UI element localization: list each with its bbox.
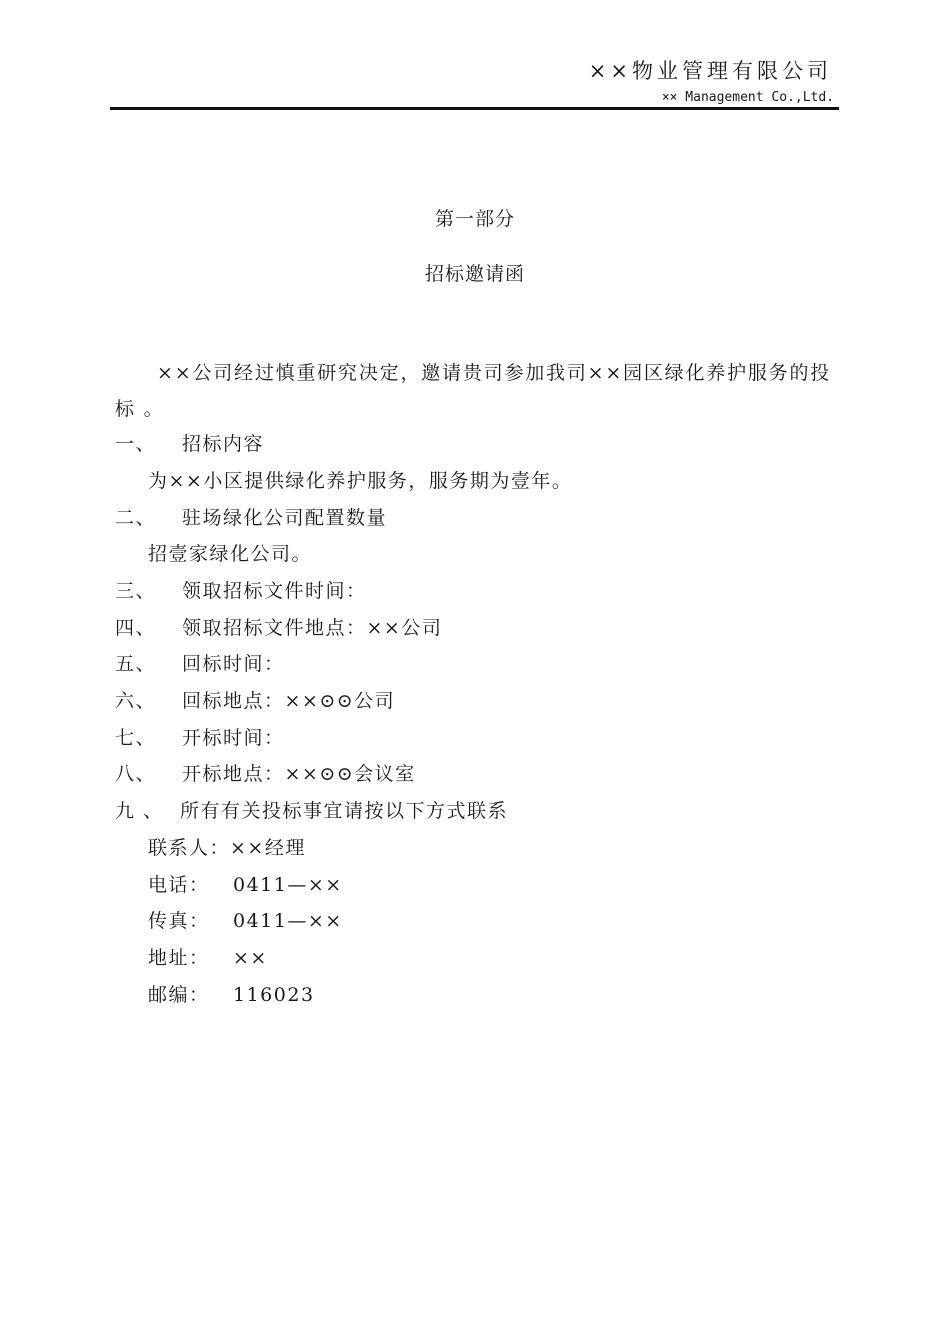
section-title: 开标地点：××⊙⊙会议室	[182, 763, 416, 785]
header-divider	[110, 107, 839, 110]
section-number: 八、	[115, 763, 157, 785]
phone-label: 电话：	[148, 874, 210, 896]
fax-value: 0411—××	[233, 910, 343, 932]
fax-label: 传真：	[148, 910, 210, 932]
section-number: 四、	[115, 617, 157, 639]
section-title: 领取招标文件时间：	[182, 580, 367, 602]
company-name-cn: ××物业管理有限公司	[588, 59, 832, 83]
section-number: 七、	[115, 727, 157, 749]
postcode-label: 邮编：	[148, 984, 210, 1006]
section-number: 二、	[115, 507, 157, 529]
section-title: 驻场绿化公司配置数量	[182, 507, 388, 529]
section-title: 招标内容	[182, 433, 265, 455]
section-title: 领取招标文件地点：××公司	[182, 617, 443, 639]
document-title: 招标邀请函	[424, 263, 525, 285]
section-number: 五、	[115, 653, 157, 675]
section-title: 回标时间：	[182, 653, 285, 675]
address-label: 地址：	[148, 947, 210, 969]
section-title: 开标时间：	[182, 727, 285, 749]
scope-text: 为××小区提供绿化养护服务，服务期为壹年。	[148, 470, 573, 492]
part-label: 第一部分	[434, 208, 515, 230]
section-title: 回标地点：××⊙⊙公司	[182, 690, 396, 712]
postcode-value: 116023	[233, 984, 315, 1006]
phone-value: 0411—××	[233, 874, 343, 896]
section-number: 六、	[115, 690, 157, 712]
intro-paragraph: ××公司经过慎重研究决定，邀请贵司参加我司××园区绿化养护服务的投标 。	[115, 362, 832, 420]
company-name-en: ×× Management Co.,Ltd.	[661, 90, 834, 105]
section-number: 九 、	[115, 800, 164, 822]
section-number: 三、	[115, 580, 157, 602]
section-title: 所有有关投标事宜请按以下方式联系	[180, 800, 509, 822]
address-value: ××	[233, 947, 268, 969]
section-number: 一、	[115, 433, 157, 455]
contact-person: 联系人：××经理	[148, 837, 306, 859]
quantity-text: 招壹家绿化公司。	[148, 543, 313, 565]
